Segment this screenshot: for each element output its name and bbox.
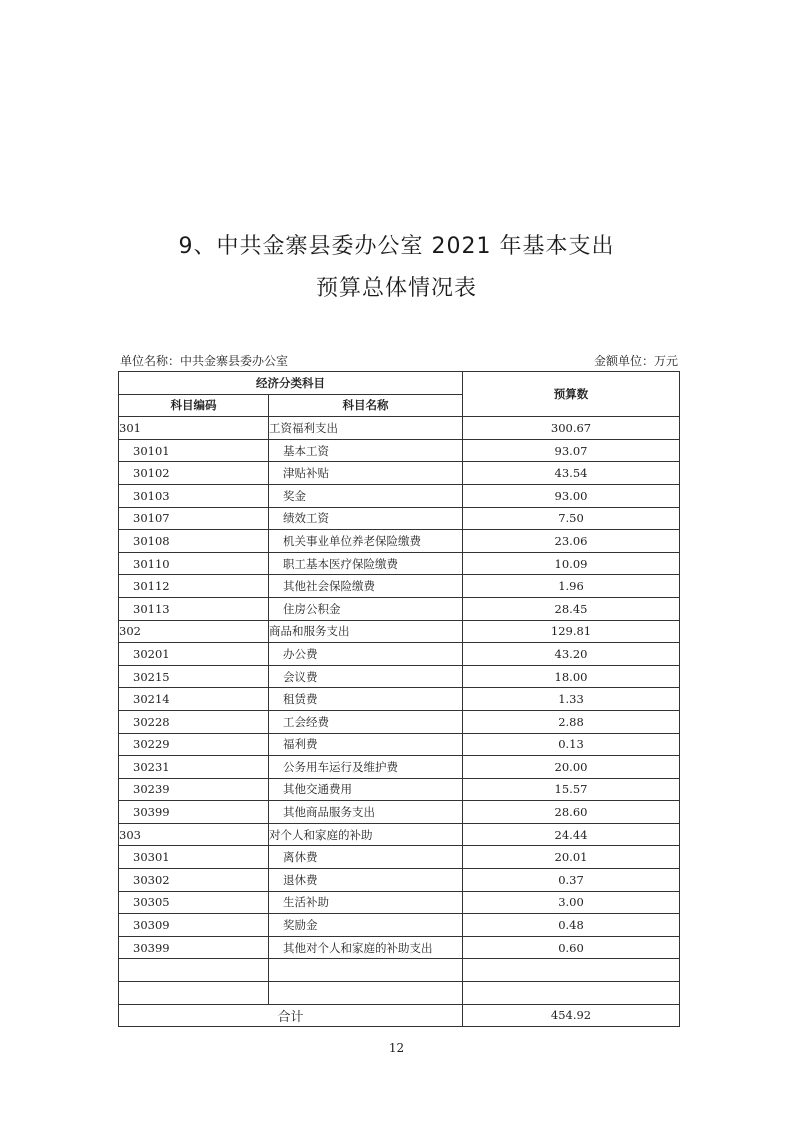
row-name: 公务用车运行及维护费 <box>269 756 463 779</box>
row-amount: 2.88 <box>463 710 680 733</box>
row-code: 30103 <box>119 484 269 507</box>
row-name: 对个人和家庭的补助 <box>269 823 463 846</box>
row-amount: 10.09 <box>463 552 680 575</box>
budget-table <box>118 371 680 1027</box>
row-name: 商品和服务支出 <box>269 620 463 643</box>
table-row <box>119 552 680 575</box>
row-name: 其他社会保险缴费 <box>269 575 463 598</box>
row-name: 离休费 <box>269 846 463 869</box>
row-code <box>119 959 269 982</box>
table-row <box>119 936 680 959</box>
row-code <box>119 982 269 1005</box>
row-amount: 15.57 <box>463 778 680 801</box>
table-row <box>119 733 680 756</box>
table-row <box>119 688 680 711</box>
row-name: 会议费 <box>269 665 463 688</box>
header-subject-code: 科目编码 <box>119 394 269 417</box>
table-row <box>119 869 680 892</box>
row-code: 30231 <box>119 756 269 779</box>
row-amount: 0.60 <box>463 936 680 959</box>
table-row <box>119 417 680 440</box>
table-row <box>119 914 680 937</box>
row-name: 工会经费 <box>269 710 463 733</box>
table-row <box>119 597 680 620</box>
row-amount: 24.44 <box>463 823 680 846</box>
page-subtitle: 预算总体情况表 <box>315 276 477 301</box>
row-amount: 93.00 <box>463 484 680 507</box>
row-code: 30214 <box>119 688 269 711</box>
row-amount: 23.06 <box>463 530 680 553</box>
row-code: 301 <box>119 417 269 440</box>
row-amount: 93.07 <box>463 439 680 462</box>
table-row <box>119 891 680 914</box>
table-body <box>119 417 680 1004</box>
row-code: 30101 <box>119 439 269 462</box>
row-name <box>269 959 463 982</box>
header-subject-name: 科目名称 <box>269 394 463 417</box>
table-row <box>119 620 680 643</box>
table-row <box>119 982 680 1005</box>
row-code: 30301 <box>119 846 269 869</box>
row-amount: 300.67 <box>463 417 680 440</box>
row-name <box>269 982 463 1005</box>
table-row <box>119 530 680 553</box>
page-title: 9、中共金寨县委办公室 2021 年基本支出 <box>178 234 615 259</box>
table-row <box>119 643 680 666</box>
amount-unit-label: 金额单位：万元 <box>593 354 678 368</box>
row-amount: 43.20 <box>463 643 680 666</box>
row-amount: 28.45 <box>463 597 680 620</box>
table-row <box>119 959 680 982</box>
table-row <box>119 462 680 485</box>
table-row <box>119 710 680 733</box>
row-name: 奖金 <box>269 484 463 507</box>
row-amount: 7.50 <box>463 507 680 530</box>
row-name: 奖励金 <box>269 914 463 937</box>
header-budget-amount: 预算数 <box>463 372 680 417</box>
row-code: 302 <box>119 620 269 643</box>
row-code: 30215 <box>119 665 269 688</box>
row-name: 绩效工资 <box>269 507 463 530</box>
row-name: 住房公积金 <box>269 597 463 620</box>
row-code: 30107 <box>119 507 269 530</box>
table-row <box>119 801 680 824</box>
row-amount: 28.60 <box>463 801 680 824</box>
row-amount: 1.96 <box>463 575 680 598</box>
row-code: 30305 <box>119 891 269 914</box>
row-name: 福利费 <box>269 733 463 756</box>
row-amount: 3.00 <box>463 891 680 914</box>
table-row <box>119 665 680 688</box>
row-amount <box>463 982 680 1005</box>
row-code: 30229 <box>119 733 269 756</box>
table-row <box>119 846 680 869</box>
row-name: 其他对个人和家庭的补助支出 <box>269 936 463 959</box>
row-code: 30201 <box>119 643 269 666</box>
unit-name-label: 单位名称：中共金寨县委办公室 <box>120 354 289 368</box>
row-code: 30302 <box>119 869 269 892</box>
row-amount: 1.33 <box>463 688 680 711</box>
table-row <box>119 778 680 801</box>
row-code: 30113 <box>119 597 269 620</box>
row-code: 30309 <box>119 914 269 937</box>
row-name: 基本工资 <box>269 439 463 462</box>
row-name: 其他商品服务支出 <box>269 801 463 824</box>
row-name: 职工基本医疗保险缴费 <box>269 552 463 575</box>
row-name: 机关事业单位养老保险缴费 <box>269 530 463 553</box>
row-code: 30228 <box>119 710 269 733</box>
row-code: 30399 <box>119 801 269 824</box>
row-name: 津贴补贴 <box>269 462 463 485</box>
row-name: 办公费 <box>269 643 463 666</box>
table-row <box>119 507 680 530</box>
row-name: 工资福利支出 <box>269 417 463 440</box>
row-amount: 129.81 <box>463 620 680 643</box>
page-number: 12 <box>388 1041 405 1055</box>
row-code: 30399 <box>119 936 269 959</box>
row-name: 其他交通费用 <box>269 778 463 801</box>
total-label: 合计 <box>119 1004 463 1027</box>
row-code: 30108 <box>119 530 269 553</box>
row-amount: 43.54 <box>463 462 680 485</box>
row-name: 退休费 <box>269 869 463 892</box>
table-row <box>119 484 680 507</box>
table-row <box>119 823 680 846</box>
row-amount: 0.48 <box>463 914 680 937</box>
row-amount: 0.37 <box>463 869 680 892</box>
row-code: 30112 <box>119 575 269 598</box>
total-amount: 454.92 <box>463 1004 680 1027</box>
row-amount <box>463 959 680 982</box>
row-name: 租赁费 <box>269 688 463 711</box>
total-row <box>119 1004 680 1027</box>
row-name: 生活补助 <box>269 891 463 914</box>
row-amount: 20.01 <box>463 846 680 869</box>
table-row <box>119 756 680 779</box>
row-amount: 18.00 <box>463 665 680 688</box>
row-code: 303 <box>119 823 269 846</box>
table-row <box>119 439 680 462</box>
row-code: 30239 <box>119 778 269 801</box>
row-amount: 20.00 <box>463 756 680 779</box>
row-amount: 0.13 <box>463 733 680 756</box>
table-row <box>119 575 680 598</box>
header-economic-category: 经济分类科目 <box>119 372 463 395</box>
row-code: 30110 <box>119 552 269 575</box>
row-code: 30102 <box>119 462 269 485</box>
